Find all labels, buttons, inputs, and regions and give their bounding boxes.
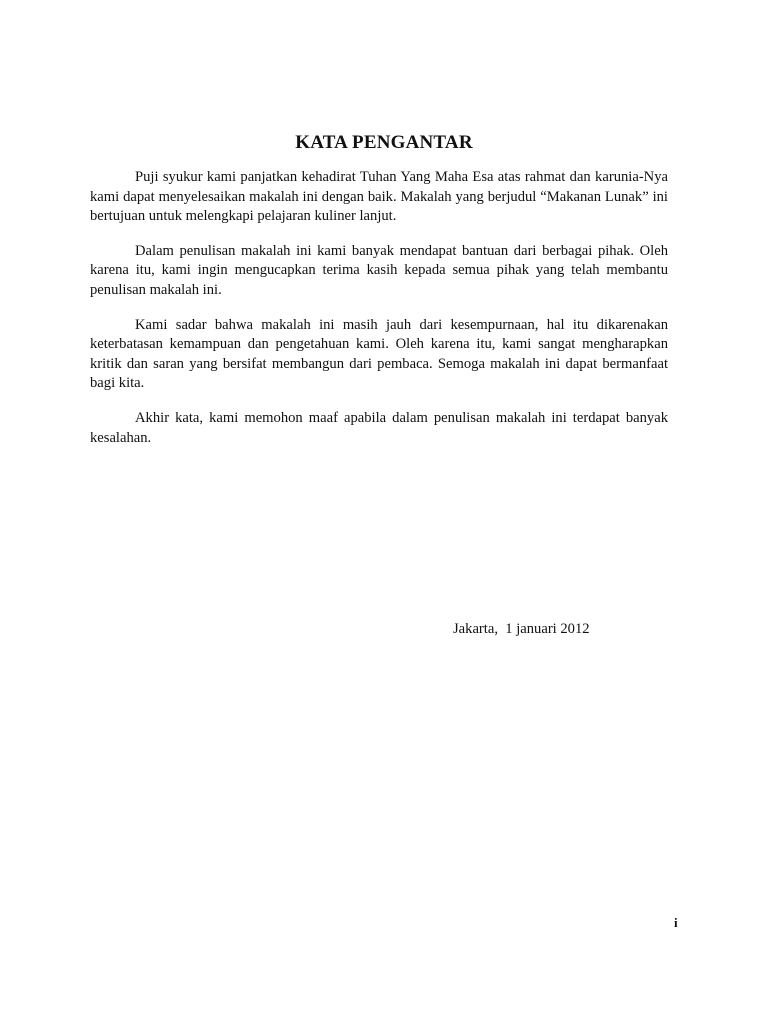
place-date-signature: Jakarta, 1 januari 2012 bbox=[453, 621, 590, 637]
paragraph-2: Dalam penulisan makalah ini kami banyak mendapat bantuan dari berbagai pihak. Oleh karena itu, kami ingin mengucapkan terima kasih kepada semua pihak yang telah membantu penulisan makalah ini. bbox=[90, 242, 668, 298]
document-body bbox=[90, 168, 668, 463]
paragraph-1: Puji syukur kami panjatkan kehadirat Tuhan Yang Maha Esa atas rahmat dan karunia-Nya kami dapat menyelesaikan makalah ini dengan baik. Makalah yang berjudul “Makanan Lunak” ini bertujuan untuk melengkapi pelajaran kuliner lanjut. bbox=[90, 169, 668, 225]
paragraph-3: Kami sadar bahwa makalah ini masih jauh dari kesempurnaan, hal itu dikarenakan keterbatasan kemampuan dan pengetahuan kami. Oleh karena itu, kami sangat mengharapkan kritik dan saran yang bersifat membangun dari pembaca. Semoga makalah ini dapat bermanfaat bagi kita. bbox=[90, 316, 668, 392]
page-title: KATA PENGANTAR bbox=[295, 132, 473, 153]
page-number: i bbox=[674, 915, 678, 930]
paragraph-4: Akhir kata, kami memohon maaf apabila dalam penulisan makalah ini terdapat banyak kesalahan. bbox=[90, 409, 668, 446]
